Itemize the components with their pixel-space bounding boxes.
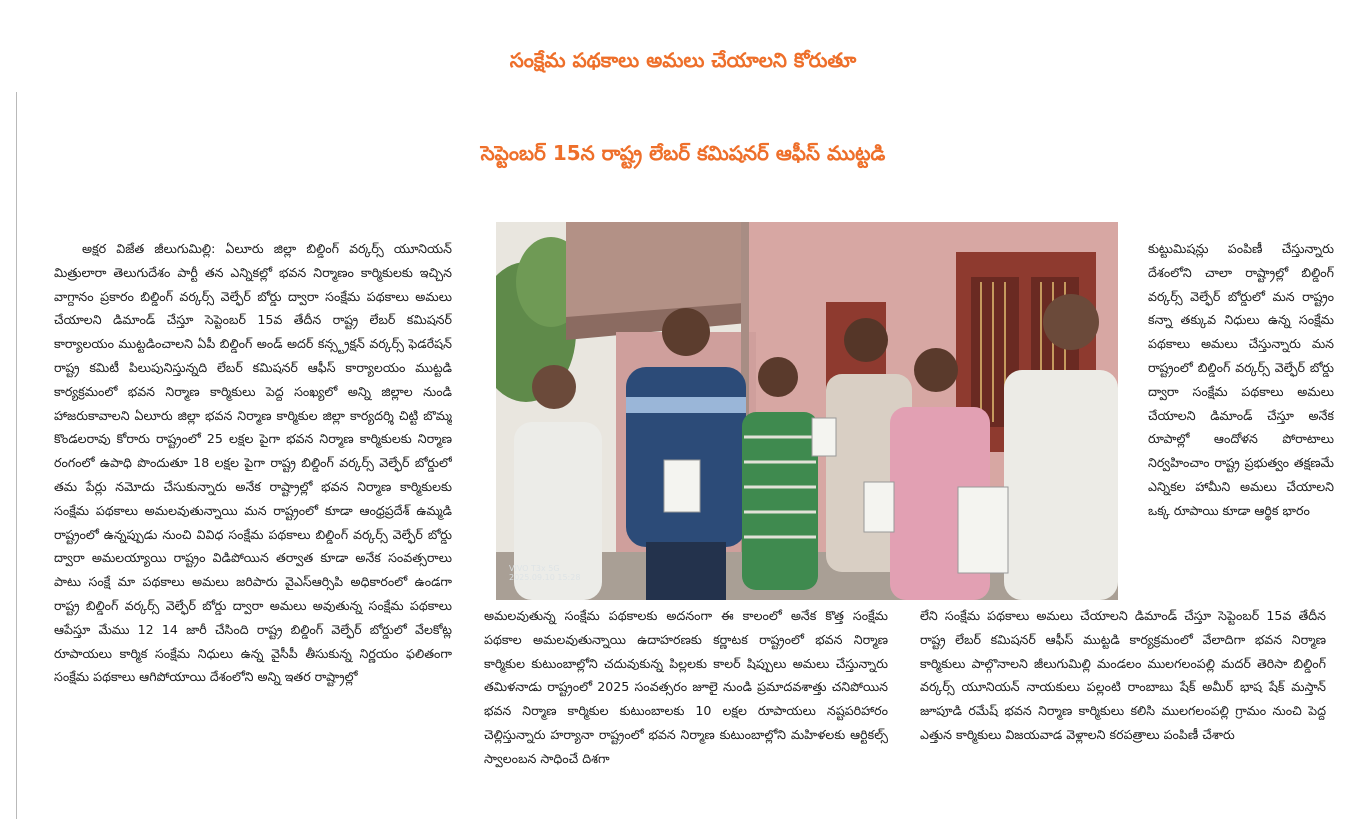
article-paragraph-2: అమలవుతున్న సంక్షేమ పథకాలకు అదనంగా ఈ కాలంలో అనేక కొత్త సంక్షేమ పథకాల అమలవుతున్నాయి ఉదాహరణకు కర్ణాటక రాష్ట్రంలో భవన నిర్మాణ కార్మికుల కుటుంబాల్లోని చదువుకున్న పిల్లలకు కాలర్ షిప్పులు అమలు చేస్తున్నారు తమిళనాడు రాష్ట్రంలో 2025 సంవత్సరం జూలై నుండి ప్రమాదవశాత్తు చనిపోయిన భవన నిర్మాణ కార్మికుల కుటుంబాలకు 10 లక్షల రూపాయలు నష్టపరిహారం చెల్లిస్తున్నారు హర్యానా రాష్ట్రంలో భవన నిర్మాణ కుటుంబాల్లోని మహిళలకు ఆర్టికల్స్ స్వాలంబన సాధించే దిశగా: [484, 608, 888, 766]
article-column-1: [54, 237, 452, 815]
article-column-3: [1148, 237, 1334, 594]
headline-line-1: సంక్షేమ పథకాలు అమలు చేయాలని కోరుతూ: [509, 48, 857, 72]
article-column-2: [484, 604, 888, 816]
camera-watermark-date: 2025.09.10 15:28: [509, 573, 581, 582]
camera-watermark: [509, 564, 580, 582]
headline-line-2: సెప్టెంబర్ 15న రాష్ట్ర లేబర్ కమిషనర్ ఆఫీస్ ముట్టడి: [480, 141, 886, 165]
article-paragraph-4: లేని సంక్షేమ పథకాలు అమలు చేయాలని డిమాండ్ చేస్తూ సెప్టెంబర్ 15వ తేదీన రాష్ట్ర లేబర్ కమిషనర్ ఆఫీస్ ముట్టడి కార్యక్రమంలో వేలాదిగా భవన నిర్మాణ కార్మికులు పాల్గొనాలని జీలుగుమిల్లి మండలం ములగలంపల్లి మదర్ తెరిసా బిల్డింగ్ వర్కర్స్ యూనియన్ నాయకులు పల్లంటి రాంబాబు షేక్ అమీర్ భాష షేక్ మస్తాన్ జూపూడి రమేష్ భవన నిర్మాణ కార్మికులు కలిసి ములగలంపల్లి గ్రామం నుంచి పెద్ద ఎత్తున కార్మికులు విజయవాడ వెళ్లాలని కరపత్రాలు పంపిణీ చేశారు: [920, 608, 1326, 742]
article-column-4: [920, 604, 1326, 816]
news-photo-illustration: [496, 222, 1118, 600]
left-margin-rule: [16, 92, 17, 819]
article-paragraph-3: కుట్టుమిషన్లు పంపిణీ చేస్తున్నారు దేశంలోని చాలా రాష్ట్రాల్లో బిల్డింగ్ వర్కర్స్ వెల్ఫేర్ బోర్డులో మన రాష్ట్రం కన్నా తక్కువ నిధులు ఉన్న సంక్షేమ పథకాలు అమలు చేస్తున్నారు మన రాష్ట్రంలో బిల్డింగ్ వర్కర్స్ వెల్ఫేర్ బోర్డు ద్వారా సంక్షేమ పథకాలు అమలు చేయాలని డిమాండ్ చేస్తూ అనేక రూపాల్లో ఆందోళన పోరాటాలు నిర్వహించాం రాష్ట్ర ప్రభుత్వం తక్షణమే ఎన్నికల హామీని అమలు చేయాలని ఒక్క రూపాయి కూడా ఆర్థిక భారం: [1148, 241, 1334, 518]
article-paragraph-1: అక్షర విజేత జీలుగుమిల్లి: ఏలూరు జిల్లా బిల్డింగ్ వర్కర్స్ యూనియన్ మిత్రులారా తెలుగుదేశం పార్టీ తన ఎన్నికల్లో భవన నిర్మాణం కార్మికులకు ఇచ్చిన వాగ్దానం ప్రకారం బిల్డింగ్ వర్కర్స్ వెల్ఫేర్ బోర్డు ద్వారా సంక్షేమ పథకాలు అమలు చేయాలని డిమాండ్ చేస్తూ సెప్టెంబర్ 15వ తేదీన రాష్ట్ర లేబర్ కమిషనర్ కార్యాలయం ముట్టడించాలని ఏపీ బిల్డింగ్ అండ్ అదర్ కన్స్ట్రక్షన్ వర్కర్స్ ఫెడరేషన్ రాష్ట్ర కమిటీ పిలుపునిస్తున్నది లేబర్ కమిషనర్ ఆఫీస్ కార్యాలయం ముట్టడి కార్యక్రమంలో భవన నిర్మాణ కార్మికులు పెద్ద సంఖ్యలో అన్ని జిల్లాల నుండి హాజరుకావాలని ఏలూరు జిల్లా భవన నిర్మాణ కార్మికుల జిల్లా కార్యదర్శి చిట్టి బొమ్మ కొండలరావు కోరారు రాష్ట్రంలో 25 లక్షల పైగా భవన నిర్మాణ కార్మికులకు నిర్మాణ రంగంలో ఉపాధి పొందుతూ 18 లక్షల పైగా రాష్ట్ర బిల్డింగ్ వర్కర్స్ వెల్ఫేర్ బోర్డులో తమ పేర్లు నమోదు చేసుకున్నారు అనేక రాష్ట్రాల్లో భవన నిర్మాణ కార్మికులకు సంక్షేమ పథకాలు అమలవుతున్నాయి మన రాష్ట్రంలో కూడా ఆంధ్రప్రదేశ్ ఉమ్మడి రాష్ట్రంలో ఉన్నప్పుడు నుంచి వివిధ సంక్షేమ పథకాలు బిల్డింగ్ వర్కర్స్ వెల్ఫేర్ బోర్డు ద్వారా అమలయ్యాయి రాష్ట్రం విడిపోయిన తర్వాత కూడా అనేక సంవత్సరాలు పాటు సంక్షే మా పథకాలు అమలు జరిపారు వైఎస్ఆర్సిపి అధికారంలో ఉండగా రాష్ట్ర బిల్డింగ్ వర్కర్స్ వెల్ఫేర్ బోర్డు ద్వారా అమలు అవుతున్న సంక్షేమ పథకాలు ఆపేస్తూ మేము 12 14 జారీ చేసింది రాష్ట్ర బిల్డింగ్ వెల్ఫేర్ బోర్డులో వేలకోట్ల రూపాయలు కార్మిక సంక్షేమ నిధులు ఉన్న వైసీపీ తీసుకున్న నిర్ణయం ఫలితంగా సంక్షేమ పథకాలు ఆగిపోయాయి దేశంలోని అన్ని ఇతర రాష్ట్రాల్లో: [54, 241, 452, 685]
camera-watermark-model: VIVO T3x 5G: [509, 564, 560, 573]
news-photo: [496, 222, 1118, 600]
